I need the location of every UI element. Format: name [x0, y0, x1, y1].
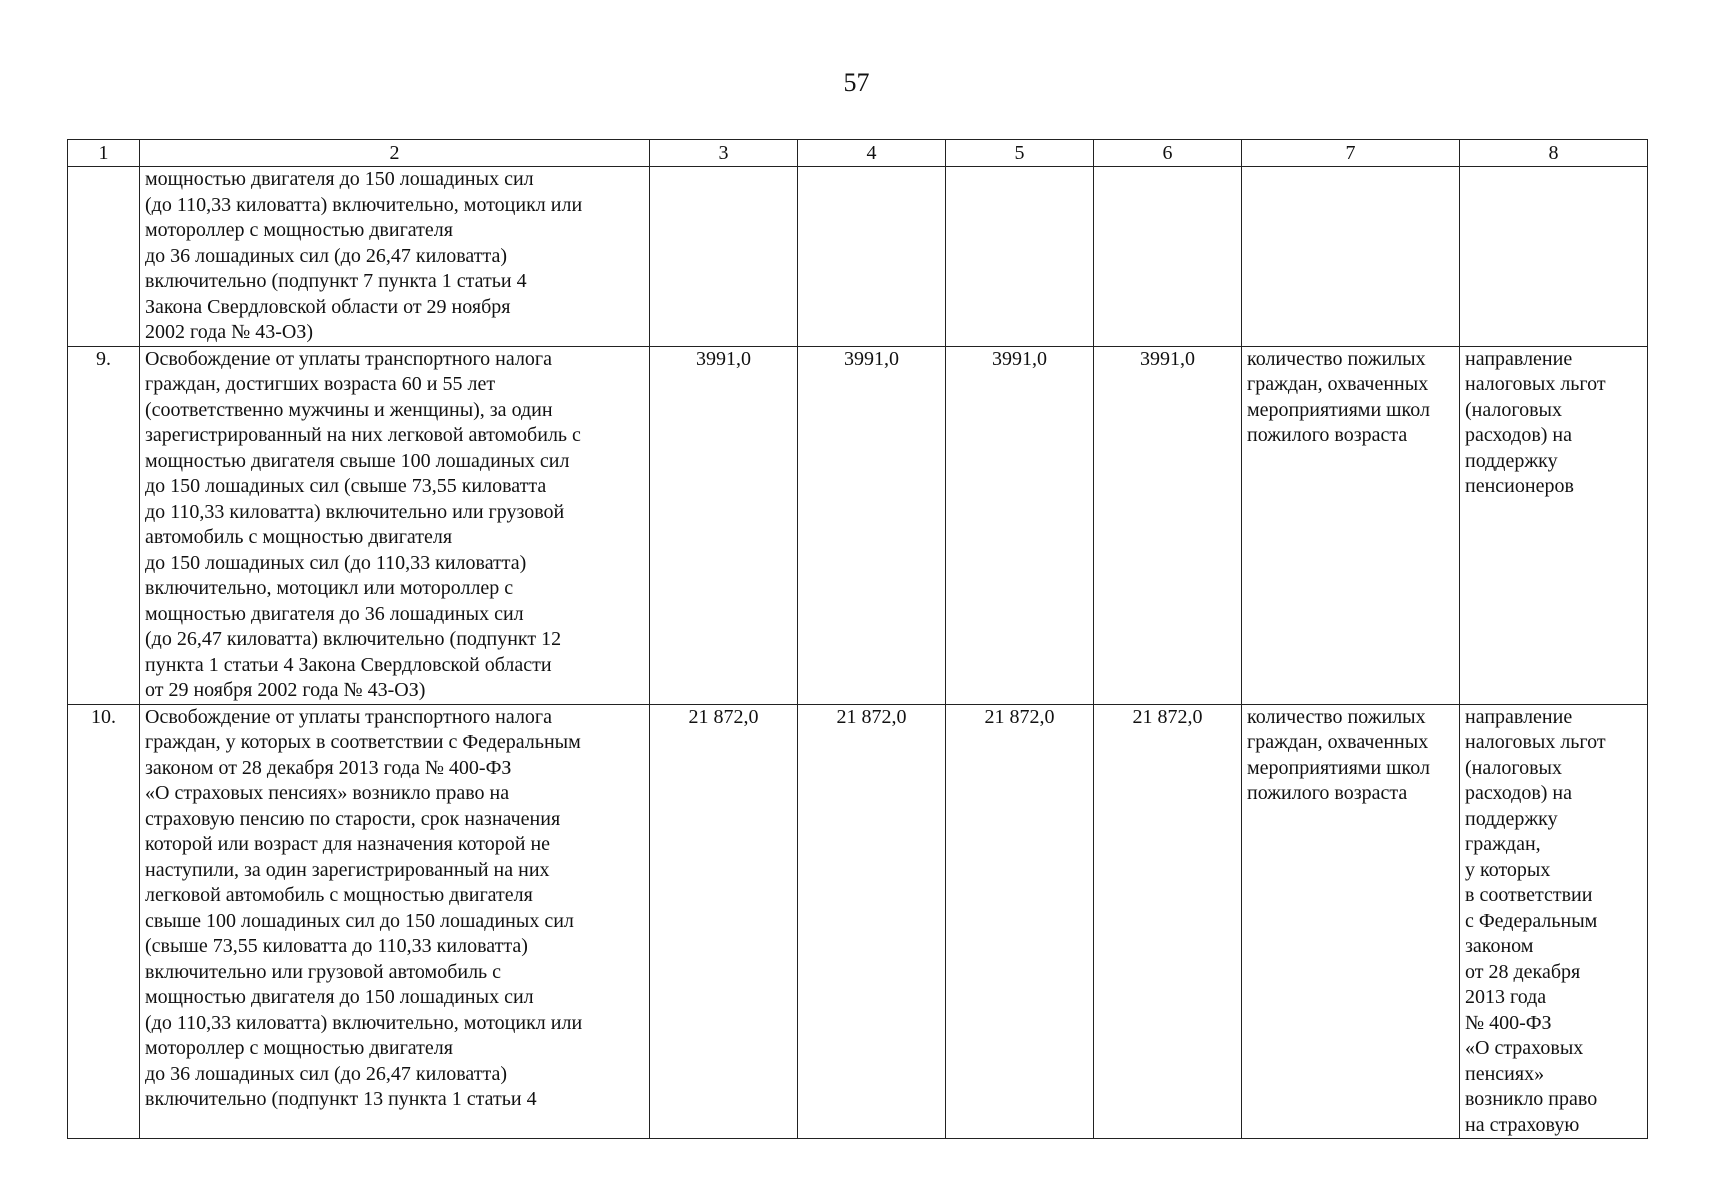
value-col-3: [650, 167, 798, 347]
row-number: 9.: [68, 346, 140, 704]
indicator-cell: количество пожилых граждан, охваченных мероприятиями школ пожилого возраста: [1242, 346, 1460, 704]
header-col-3: 3: [650, 140, 798, 167]
value-col-3: 21 872,0: [650, 704, 798, 1139]
header-row: [68, 140, 1648, 167]
value-col-6: [1094, 167, 1242, 347]
header-col-2: 2: [140, 140, 650, 167]
purpose-cell: направление налоговых льгот (налоговых расходов) на поддержку граждан, у которых в соответствии с Федеральным законом от 28 декабря 2013 года № 400-ФЗ «О страховых пенсиях» возникло право на страховую: [1460, 704, 1648, 1139]
indicator-cell: [1242, 167, 1460, 347]
purpose-cell: направление налоговых льгот (налоговых расходов) на поддержку пенсионеров: [1460, 346, 1648, 704]
value-col-3: 3991,0: [650, 346, 798, 704]
row-description: Освобождение от уплаты транспортного налога граждан, у которых в соответствии с Федеральным законом от 28 декабря 2013 года № 400-ФЗ «О страховых пенсиях» возникло право на страховую пенсию по старости, срок назначения которой или возраст для назначения которой не наступили, за один зарегистрированный на них легковой автомобиль с мощностью двигателя свыше 100 лошадиных сил до 150 лошадиных сил (свыше 73,55 киловатта до 110,33 киловатта) включительно или грузовой автомобиль с мощностью двигателя до 150 лошадиных сил (до 110,33 киловатта) включительно, мотоцикл или мотороллер с мощностью двигателя до 36 лошадиных сил (до 26,47 киловатта) включительно (подпункт 13 пункта 1 статьи 4: [140, 704, 650, 1139]
header-col-1: 1: [68, 140, 140, 167]
row-description: мощностью двигателя до 150 лошадиных сил (до 110,33 киловатта) включительно, мотоцикл или мотороллер с мощностью двигателя до 36 лошадиных сил (до 26,47 киловатта) включительно (подпункт 7 пункта 1 статьи 4 Закона Свердловской области от 29 ноября 2002 года № 43-ОЗ): [140, 167, 650, 347]
header-col-4: 4: [798, 140, 946, 167]
row-description: Освобождение от уплаты транспортного налога граждан, достигших возраста 60 и 55 лет (соответственно мужчины и женщины), за один зарегистрированный на них легковой автомобиль с мощностью двигателя свыше 100 лошадиных сил до 150 лошадиных сил (свыше 73,55 киловатта до 110,33 киловатта) включительно или грузовой автомобиль с мощностью двигателя до 150 лошадиных сил (до 110,33 киловатта) включительно, мотоцикл или мотороллер с мощностью двигателя до 36 лошадиных сил (до 26,47 киловатта) включительно (подпункт 12 пункта 1 статьи 4 Закона Свердловской области от 29 ноября 2002 года № 43-ОЗ): [140, 346, 650, 704]
value-col-6: 3991,0: [1094, 346, 1242, 704]
value-col-5: 21 872,0: [946, 704, 1094, 1139]
value-col-4: 21 872,0: [798, 704, 946, 1139]
benefits-table: [67, 139, 1648, 1139]
table-row: [68, 704, 1648, 1139]
value-col-4: [798, 167, 946, 347]
row-number: 10.: [68, 704, 140, 1139]
purpose-cell: [1460, 167, 1648, 347]
header-col-5: 5: [946, 140, 1094, 167]
table-row: [68, 167, 1648, 347]
page-number: 57: [843, 68, 870, 97]
value-col-4: 3991,0: [798, 346, 946, 704]
header-col-7: 7: [1242, 140, 1460, 167]
value-col-5: [946, 167, 1094, 347]
value-col-6: 21 872,0: [1094, 704, 1242, 1139]
header-col-8: 8: [1460, 140, 1648, 167]
value-col-5: 3991,0: [946, 346, 1094, 704]
header-col-6: 6: [1094, 140, 1242, 167]
row-number: [68, 167, 140, 347]
indicator-cell: количество пожилых граждан, охваченных мероприятиями школ пожилого возраста: [1242, 704, 1460, 1139]
table-row: [68, 346, 1648, 704]
